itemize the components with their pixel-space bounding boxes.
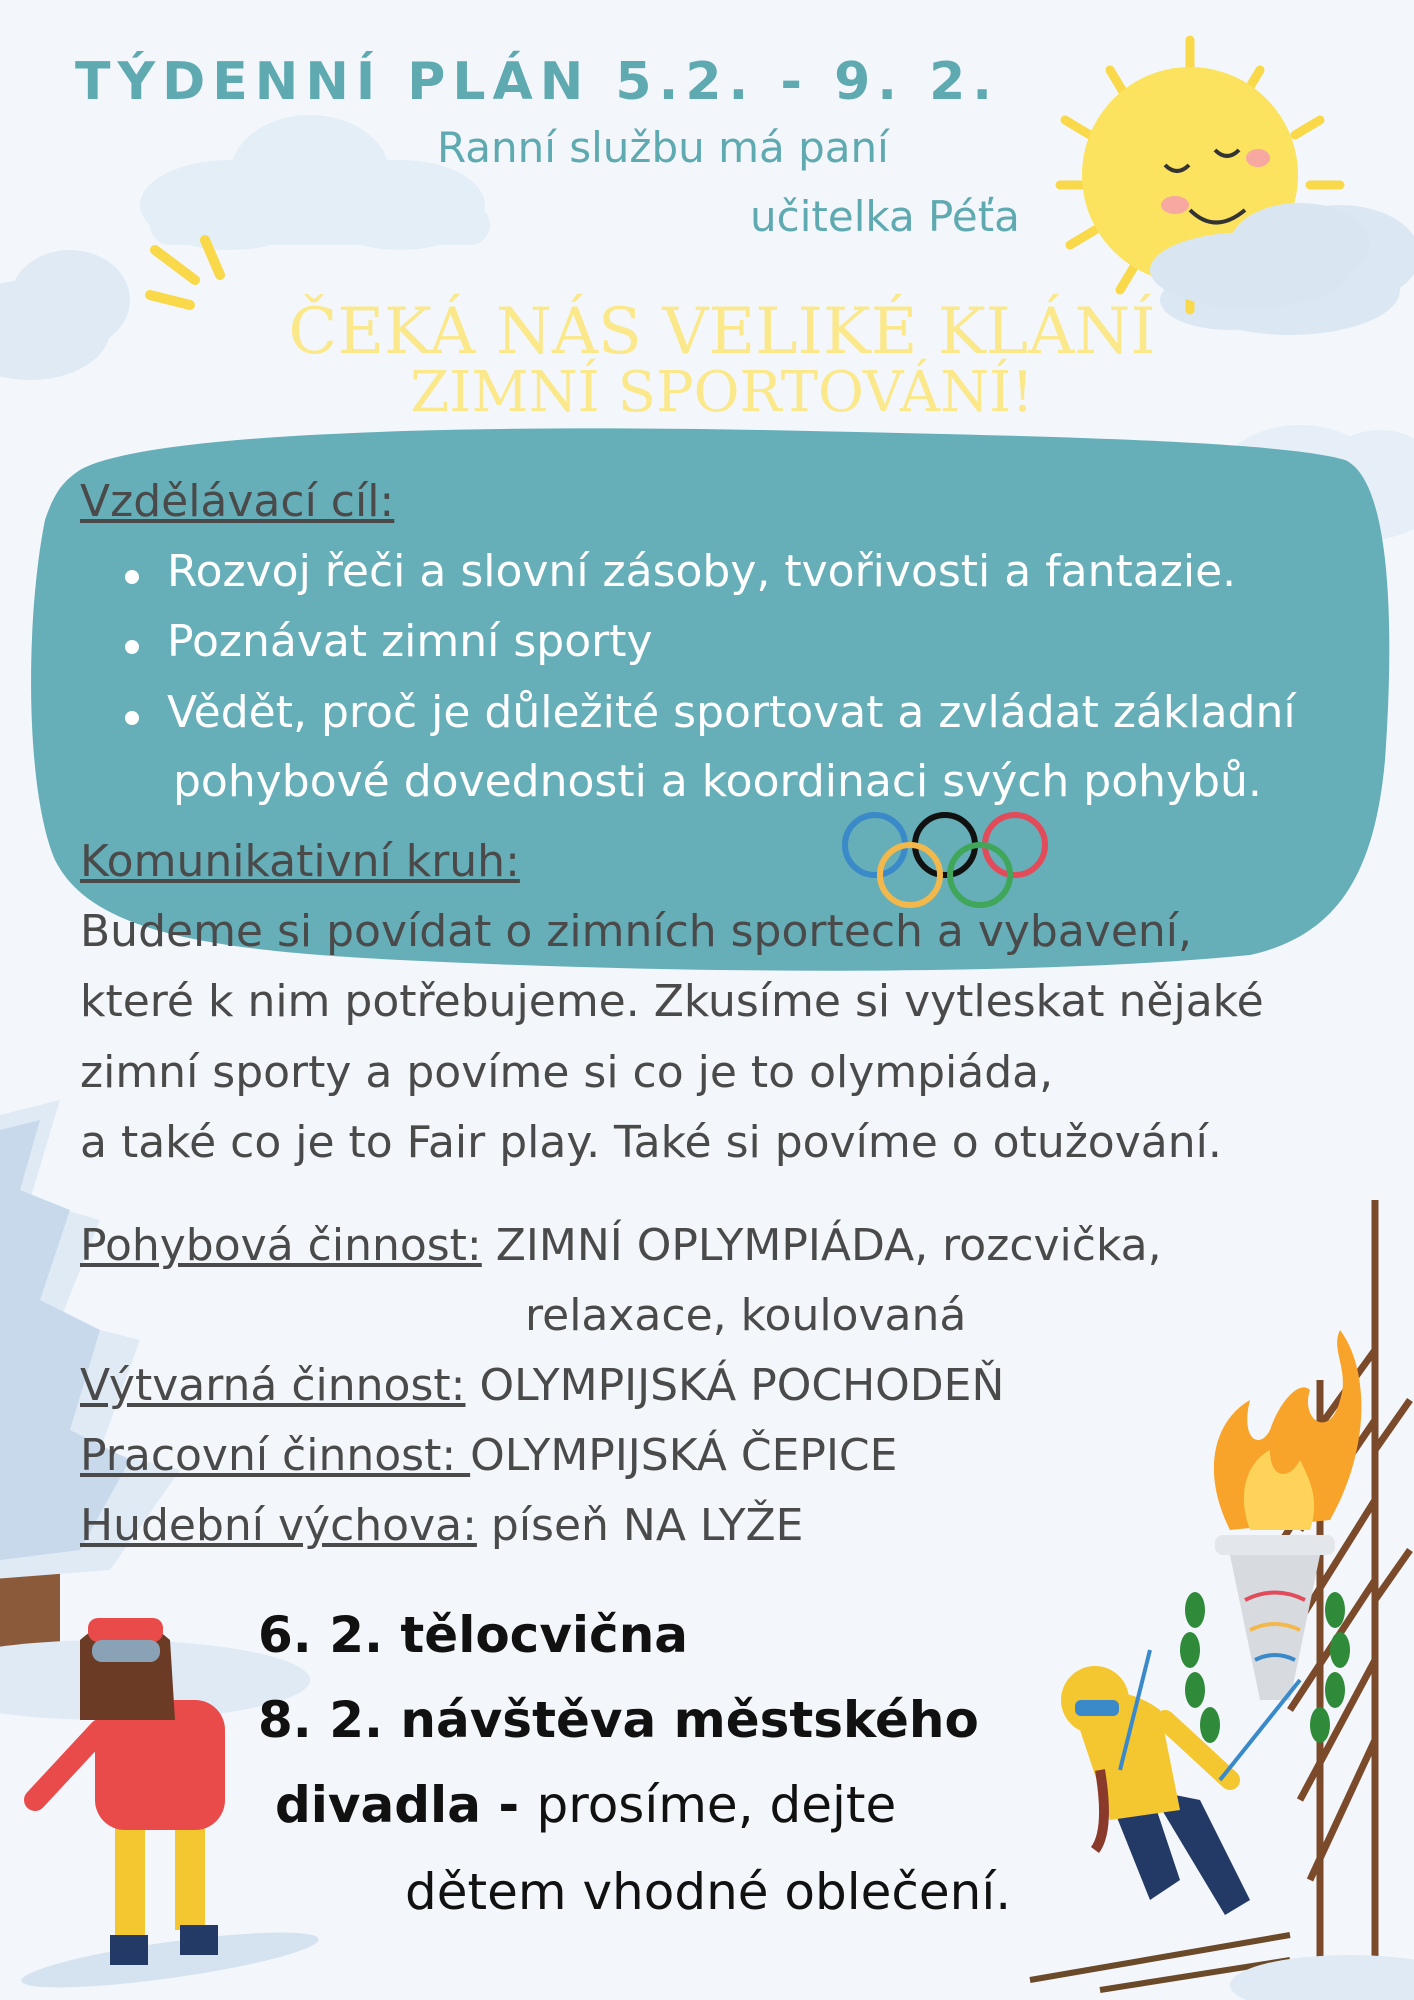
event-gym: 6. 2. tělocvična [258, 1606, 689, 1664]
headline-line2: ZIMNÍ SPORTOVÁNÍ! [410, 360, 1034, 425]
event-note: prosíme, dejte [536, 1776, 897, 1834]
music-label: Hudební výchova: [80, 1500, 477, 1551]
communication-line: které k nim potřebujeme. Zkusíme si vytleskat nějaké [80, 976, 1264, 1028]
goal-item-continuation: pohybové dovednosti a koordinaci svých pohybů. [173, 756, 1262, 807]
movement-label: Pohybová činnost: [80, 1220, 482, 1271]
morning-duty-line2: učitelka Péťa [750, 192, 1020, 241]
work-value: OLYMPIJSKÁ ČEPICE [470, 1430, 898, 1481]
art-activity [80, 1362, 1004, 1410]
page-title: TÝDENNÍ PLÁN 5.2. - 9. 2. [75, 52, 1000, 112]
event-theatre-bold: divadla - [275, 1776, 537, 1834]
work-label: Pracovní činnost: [80, 1430, 471, 1481]
work-activity [80, 1432, 897, 1480]
communication-line: Budeme si povídat o zimních sportech a vybavení, [80, 906, 1193, 957]
movement-value: ZIMNÍ OPLYMPIÁDA, rozcvička, [481, 1220, 1162, 1271]
movement-activity [80, 1222, 1162, 1270]
skier-icon [1030, 1650, 1300, 1990]
communication-text [80, 908, 1264, 1168]
goal-item: Rozvoj řeči a slovní zásoby, tvořivosti a fantazie. [167, 548, 1296, 596]
goal-item: Poznávat zimní sporty [167, 618, 1296, 666]
headline-line1: ČEKÁ NÁS VELIKÉ KLÁNÍ [288, 295, 1156, 369]
goals-list [167, 548, 1296, 737]
event-theatre: 8. 2. návštěva městského [258, 1691, 979, 1749]
communication-label: Komunikativní kruh: [80, 836, 520, 887]
art-label: Výtvarná činnost: [80, 1360, 466, 1411]
snow-hill [1230, 1955, 1414, 2000]
music-value: píseň NA LYŽE [476, 1500, 804, 1551]
communication-line: zimní sporty a povíme si co je to olympiáda, [80, 1046, 1054, 1098]
movement-value-cont: relaxace, koulovaná [525, 1290, 967, 1341]
music-activity [80, 1502, 803, 1550]
goal-item: Vědět, proč je důležité sportovat a zvládat základní [167, 686, 1296, 738]
communication-line: a také co je to Fair play. Také si povíme o otužování. [80, 1117, 1222, 1169]
goals-label: Vzdělávací cíl: [80, 476, 395, 527]
event-theatre-cont [275, 1775, 896, 1835]
event-note-cont: dětem vhodné oblečení. [405, 1863, 1012, 1921]
art-value: OLYMPIJSKÁ POCHODEŇ [465, 1360, 1005, 1411]
morning-duty-line1: Ranní službu má paní [437, 123, 889, 172]
